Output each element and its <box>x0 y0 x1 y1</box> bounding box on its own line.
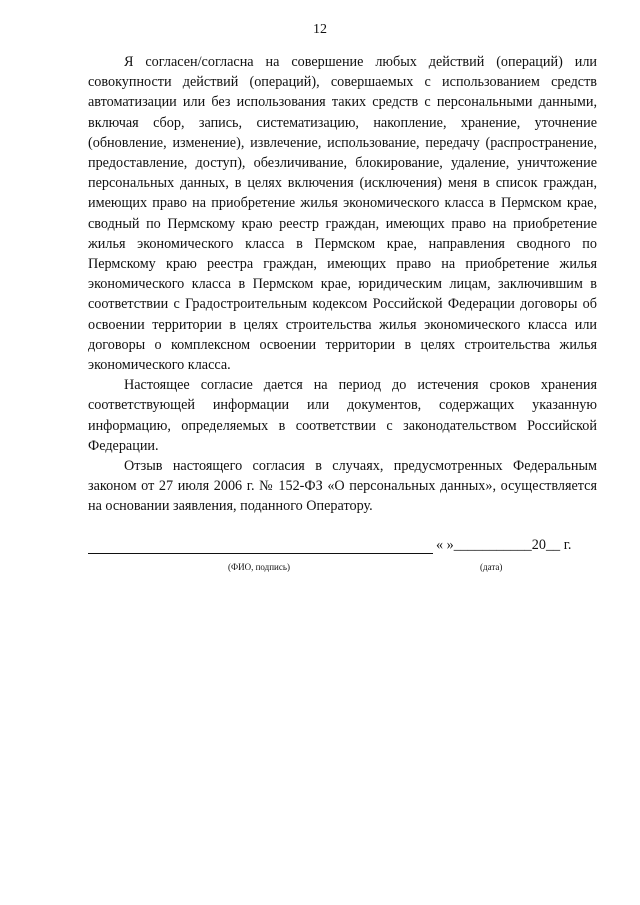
date-caption: (дата) <box>480 562 503 572</box>
page-number: 12 <box>313 22 327 37</box>
retention-paragraph: Настоящее согласие дается на период до истечения сроков хранения соответствующей информации или документов, содержащих указанную информацию, определяемых в соответствии с законодательством Российской Федерации. <box>88 377 597 454</box>
date-field: « »___________20__ г. <box>436 537 572 553</box>
fio-signature-caption: (ФИО, подпись) <box>228 562 290 572</box>
signature-line <box>88 540 433 554</box>
revocation-paragraph: Отзыв настоящего согласия в случаях, предусмотренных Федеральным законом от 27 июля 2006 г. № 152-ФЗ «О персональных данных», осуществляется на основании заявления, поданного Оператору. <box>88 458 597 515</box>
consent-text <box>88 52 597 517</box>
consent-paragraph: Я согласен/согласна на совершение любых действий (операций) или совокупности действий (операций), совершаемых с использованием средств автоматизации или без использования таких средств с персональными данными, включая сбор, запись, систематизацию, накопление, хранение, уточнение (обновление, изменение), извлечение, использование, передачу (распространение, предоставление, доступ), обезличивание, блокирование, удаление, уничтожение персональных данных, в целях включения (исключения) меня в список граждан, имеющих право на приобретение жилья экономического класса в Пермском крае, сводный по Пермскому краю реестр граждан, имеющих право на приобретение жилья экономического класса в Пермском крае, направления сводного по Пермскому краю реестра граждан, имеющих право на приобретение жилья экономического класса в Пермском крае, юридическим лицам, заключившим в соответствии с Градостроительным кодексом Российской Федерации договоры об освоении территории в целях строительства жилья экономического класса или договоры о комплексном освоении территории в целях строительства жилья экономического класса. <box>88 54 597 374</box>
